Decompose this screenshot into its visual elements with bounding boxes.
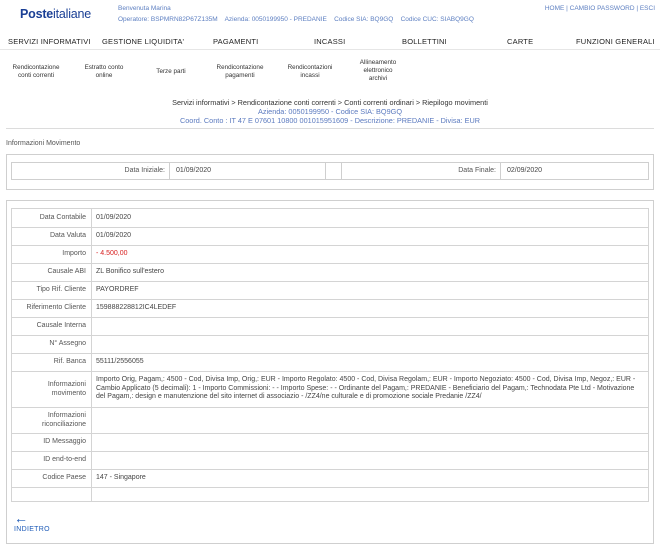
main-nav (0, 34, 660, 50)
breadcrumb-company: Azienda: 0050199950 - Codice SIA: BQ9GQ (258, 107, 402, 116)
section-title: Informazioni Movimento (6, 140, 81, 147)
table-row: Causale Interna (12, 318, 648, 336)
nav-servizi-informativi[interactable]: SERVIZI INFORMATIVI (8, 37, 91, 46)
change-password-link[interactable]: CAMBIO PASSWORD (569, 5, 635, 12)
nav-gestione-liquidita[interactable]: GESTIONE LIQUIDITA' (102, 37, 185, 46)
subnav-allineamento-elettronico-archivi[interactable]: Allineamento elettronico archivi (359, 59, 397, 82)
top-links: HOME | CAMBIO PASSWORD | ESCI (544, 5, 655, 12)
start-date-value: 01/09/2020 (170, 163, 326, 179)
sub-nav (0, 56, 400, 92)
company-info: Azienda: 0050199950 - PREDANIE (224, 16, 327, 23)
subnav-rendicontazioni-incassi[interactable]: Rendicontazioni incassi (287, 64, 333, 79)
subnav-rendicontazione-pagamenti[interactable]: Rendicontazione pagamenti (216, 64, 264, 79)
back-button[interactable] (14, 512, 50, 533)
section-divider (6, 128, 654, 129)
date-range-panel (6, 154, 654, 190)
subnav-terze-parti[interactable]: Terze parti (156, 68, 186, 75)
nav-bollettini[interactable]: BOLLETTINI (402, 37, 447, 46)
table-row: Codice Paese 147 - Singapore (12, 470, 648, 488)
welcome-text: Benvenuta Marina (118, 5, 171, 12)
header (0, 0, 660, 30)
table-row: Informazioni riconciliazione (12, 408, 648, 434)
operator-info (118, 16, 474, 23)
table-row: Informazioni movimento Importo Orig, Pagam,: 4500 - Cod, Divisa Imp, Orig,: EUR - Importo Regolato: 4500 - Cod, Divisa Regolam,: EUR - Importo Negoziato: 4500 - Cod, Divisa Imp, Negoz,: EUR - Cambio Applicato (5 decimali): 1 - Importo Commissioni: - - Importo Spese: - - Ordinante del Pagam,: PREDANIE - Beneficiario del Pagam,: Technodata Pte Ltd - Motivazione del Pagam,: design e manutenzione del sito internet di associazio - /ZZ4/ne culturale e di promozione sociale Predanie /ZZ4/ (12, 372, 648, 408)
table-row: Tipo Rif. Cliente PAYORDREF (12, 282, 648, 300)
table-row: N° Assegno (12, 336, 648, 354)
nav-carte[interactable]: CARTE (507, 37, 534, 46)
start-date-label: Data Iniziale: (12, 163, 170, 179)
table-row: Importo - 4.500,00 (12, 246, 648, 264)
subnav-rendicontazione-conti-correnti[interactable]: Rendicontazione conti correnti (12, 64, 60, 79)
nav-pagamenti[interactable]: PAGAMENTI (213, 37, 259, 46)
end-date-label: Data Finale: (342, 163, 501, 179)
amount-value: - 4.500,00 (96, 250, 128, 258)
breadcrumb-path: Servizi informativi > Rendicontazione conti correnti > Conti correnti ordinari > Riepilogo movimenti (172, 98, 488, 107)
table-row: Data Valuta 01/09/2020 (12, 228, 648, 246)
logout-link[interactable]: ESCI (639, 5, 655, 12)
table-row: ID end-to-end (12, 452, 648, 470)
movement-details-panel (6, 200, 654, 544)
movement-details-table (11, 208, 649, 502)
table-row: Rif. Banca 55111/2556055 (12, 354, 648, 372)
cuc-code: Codice CUC: SIABQ9GQ (400, 16, 474, 23)
arrow-left-icon: ← (14, 510, 28, 526)
operator-code: Operatore: BSPMRN82P67Z135M (118, 16, 218, 23)
posteitaliane-logo[interactable]: Posteitaliane (20, 7, 92, 21)
table-row: ID Messaggio (12, 434, 648, 452)
home-link[interactable]: HOME (544, 5, 565, 12)
back-label: INDIETRO (14, 526, 50, 533)
spacer-cell (326, 163, 342, 179)
breadcrumb (0, 98, 660, 125)
date-range-row (11, 162, 649, 180)
table-row (12, 488, 648, 502)
nav-incassi[interactable]: INCASSI (314, 37, 346, 46)
table-row: Data Contabile 01/09/2020 (12, 209, 648, 228)
nav-funzioni-generali[interactable]: FUNZIONI GENERALI (576, 37, 655, 46)
table-row: Riferimento Cliente 159888228812IC4LEDEF (12, 300, 648, 318)
sia-code: Codice SIA: BQ9GQ (334, 16, 394, 23)
table-row: Causale ABI ZL Bonifico sull'estero (12, 264, 648, 282)
end-date-value: 02/09/2020 (507, 167, 543, 174)
subnav-estratto-conto-online[interactable]: Estratto conto online (84, 64, 124, 79)
breadcrumb-account: Coord. Conto : IT 47 E 07601 10800 001015951609 - Descrizione: PREDANIE - Divisa: EUR (179, 116, 480, 125)
